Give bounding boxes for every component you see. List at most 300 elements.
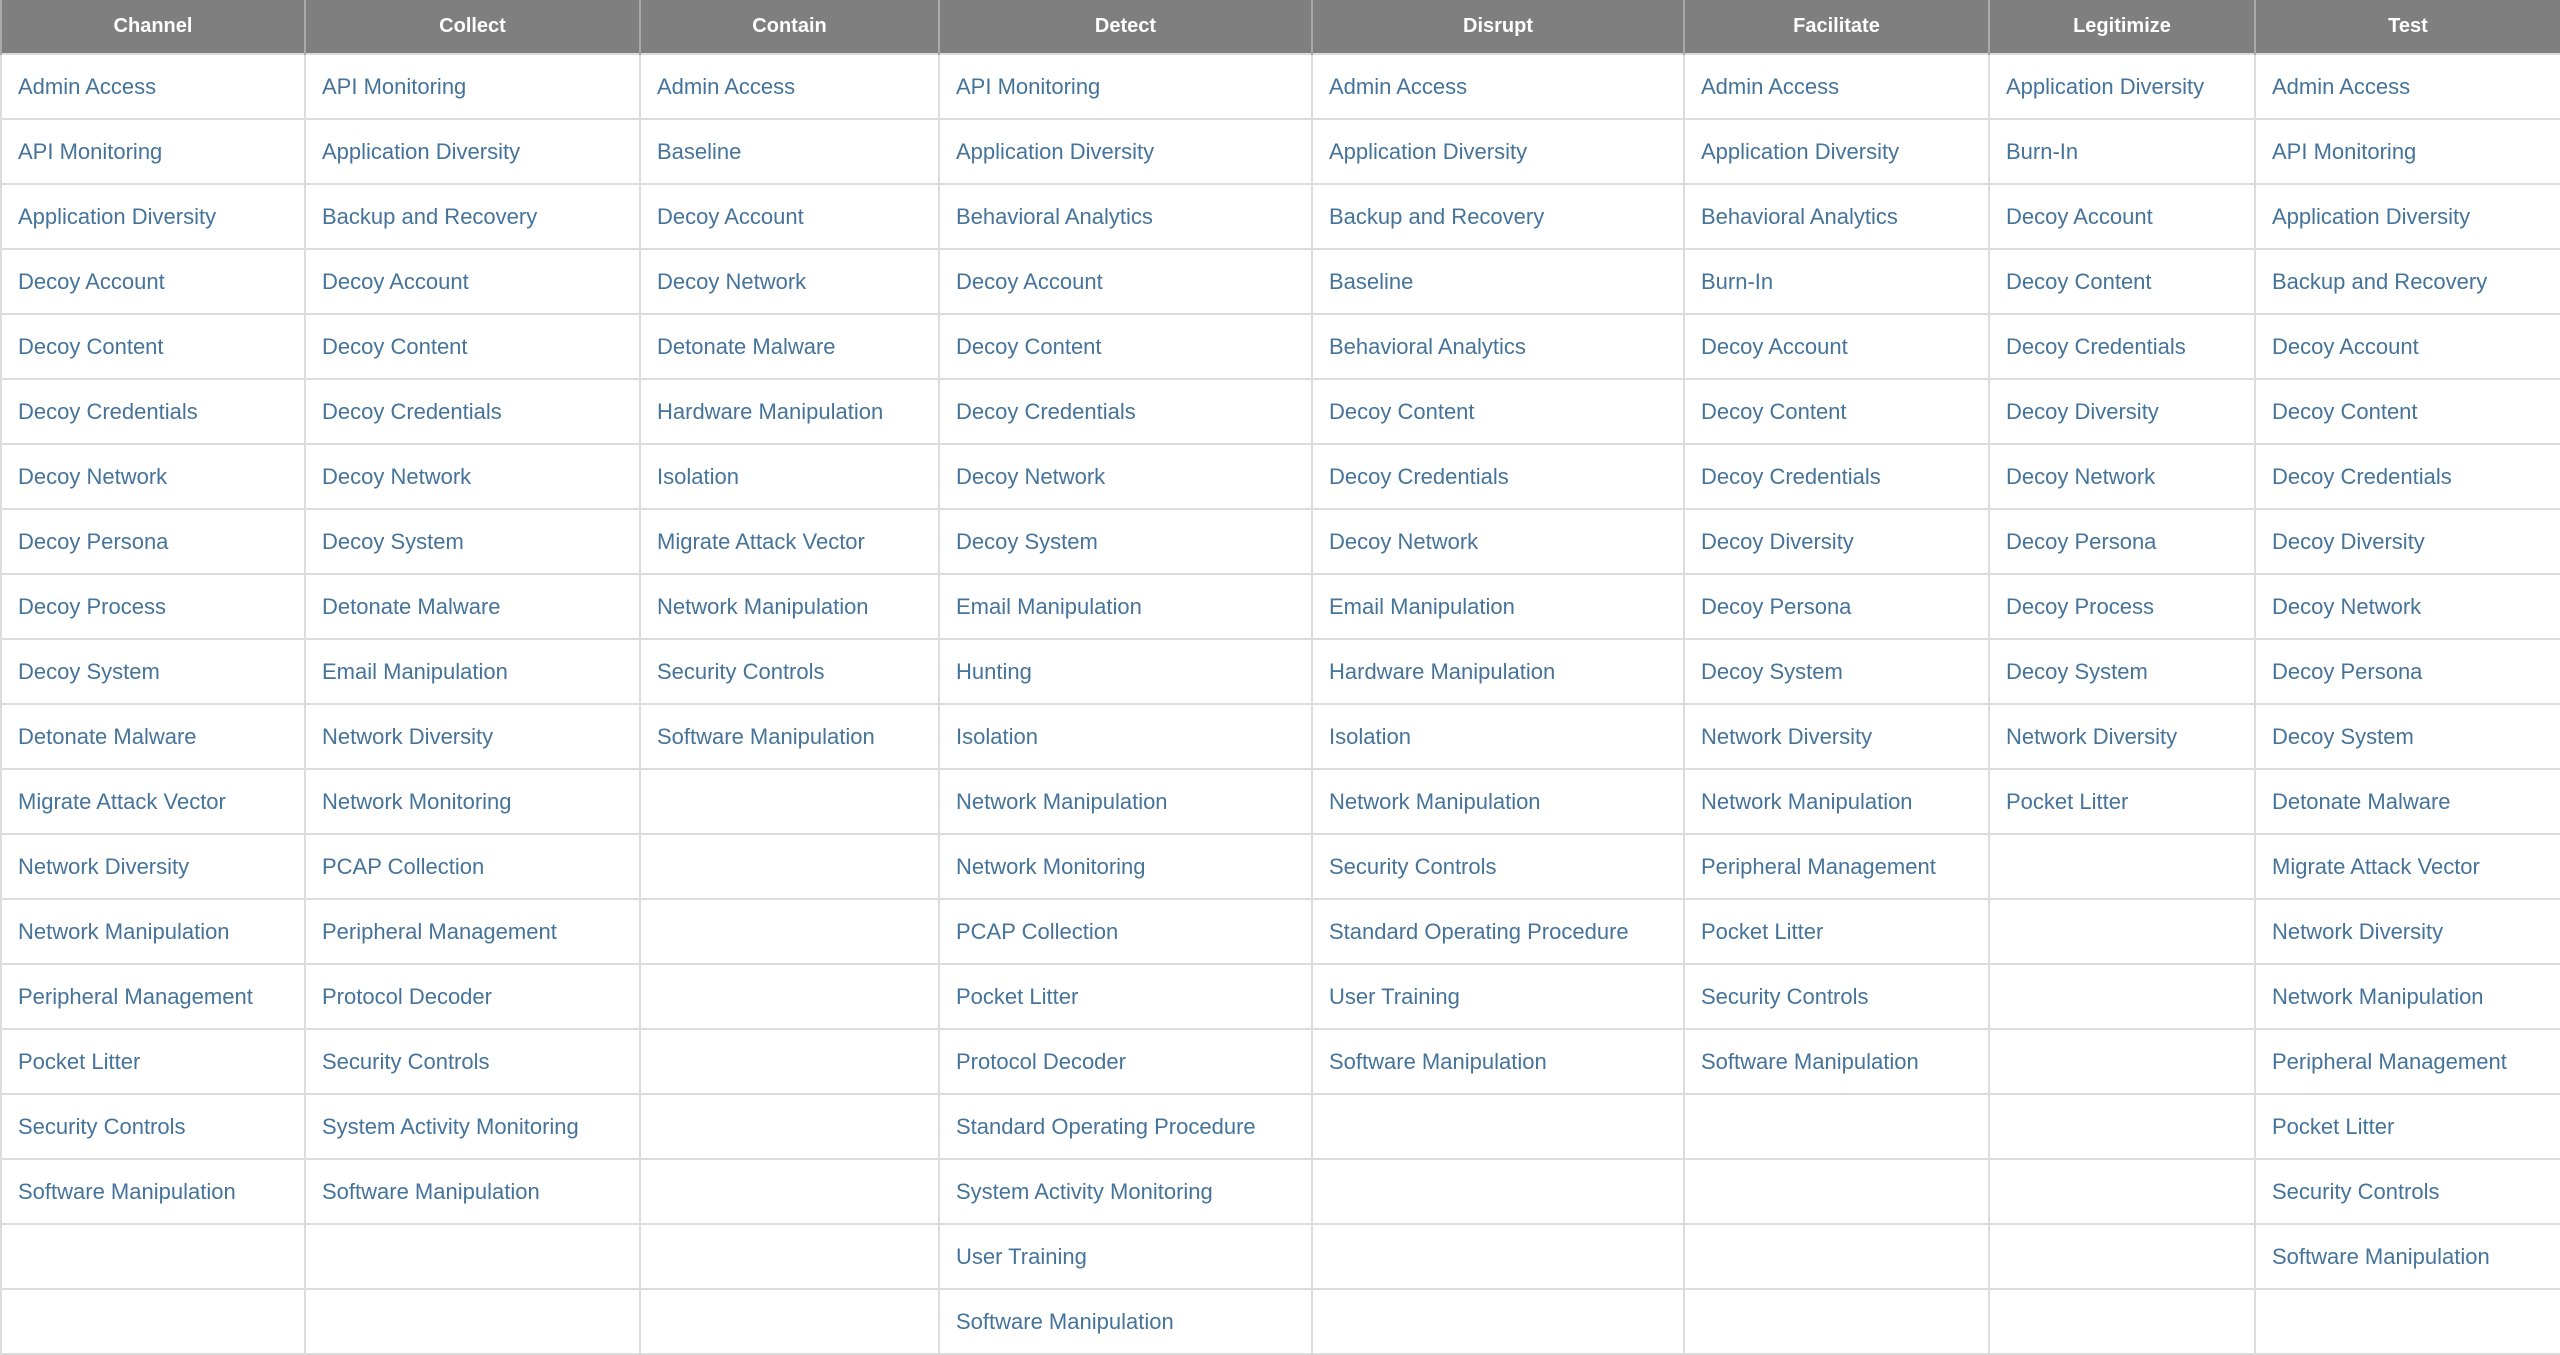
technique-link[interactable]: Decoy Network [2272, 593, 2422, 619]
matrix-cell-facilitate[interactable] [1684, 379, 1989, 444]
technique-link[interactable]: Decoy Credentials [1701, 463, 1881, 489]
table-row [1, 769, 2560, 834]
matrix-cell-facilitate[interactable] [1684, 834, 1989, 899]
technique-link[interactable]: Decoy Credentials [18, 398, 198, 424]
matrix-cell-detect[interactable] [939, 1159, 1312, 1224]
matrix-cell-channel[interactable] [1, 574, 305, 639]
table-row [1, 834, 2560, 899]
matrix-cell-detect[interactable] [939, 1289, 1312, 1354]
matrix-cell-facilitate[interactable] [1684, 639, 1989, 704]
technique-link[interactable]: Peripheral Management [322, 918, 557, 944]
technique-link[interactable]: Behavioral Analytics [1329, 333, 1526, 359]
technique-link[interactable]: Security Controls [18, 1113, 186, 1139]
technique-link[interactable]: Network Manipulation [2272, 983, 2484, 1009]
matrix-cell-contain[interactable] [640, 509, 939, 574]
empty-cell [1312, 1159, 1684, 1224]
matrix-cell-detect[interactable] [939, 444, 1312, 509]
matrix-cell-facilitate[interactable] [1684, 1029, 1989, 1094]
technique-link[interactable]: Decoy Process [2006, 593, 2154, 619]
matrix-cell-collect[interactable] [305, 314, 640, 379]
matrix-cell-detect[interactable] [939, 899, 1312, 964]
matrix-cell-collect[interactable] [305, 379, 640, 444]
matrix-cell-legitimize[interactable] [1989, 314, 2255, 379]
technique-link[interactable]: Decoy Diversity [1701, 528, 1854, 554]
technique-link[interactable]: Software Manipulation [322, 1178, 540, 1204]
matrix-cell-test[interactable] [2255, 834, 2560, 899]
matrix-cell-disrupt[interactable] [1312, 509, 1684, 574]
technique-link[interactable]: Software Manipulation [18, 1178, 236, 1204]
empty-cell [1989, 1094, 2255, 1159]
matrix-cell-channel[interactable] [1, 834, 305, 899]
technique-link[interactable]: Protocol Decoder [322, 983, 492, 1009]
matrix-cell-detect[interactable] [939, 509, 1312, 574]
table-row [1, 1289, 2560, 1354]
technique-link[interactable]: Admin Access [18, 73, 157, 99]
matrix-cell-disrupt[interactable] [1312, 834, 1684, 899]
technique-link[interactable]: Network Monitoring [322, 788, 512, 814]
technique-link[interactable]: Application Diversity [2006, 73, 2205, 99]
empty-cell [640, 769, 939, 834]
technique-link[interactable]: Software Manipulation [2272, 1243, 2490, 1269]
matrix-cell-contain[interactable] [640, 444, 939, 509]
technique-link[interactable]: Backup and Recovery [322, 203, 538, 229]
technique-link[interactable]: User Training [956, 1243, 1087, 1269]
matrix-cell-legitimize[interactable] [1989, 704, 2255, 769]
matrix-cell-collect[interactable] [305, 509, 640, 574]
table-row [1, 1224, 2560, 1289]
matrix-cell-collect[interactable] [305, 184, 640, 249]
matrix-cell-channel[interactable] [1, 704, 305, 769]
technique-link[interactable]: Application Diversity [956, 138, 1155, 164]
matrix-cell-collect[interactable] [305, 119, 640, 184]
technique-link[interactable]: Network Diversity [1701, 723, 1873, 749]
technique-link[interactable]: Decoy Content [1701, 398, 1847, 424]
technique-link[interactable]: Decoy System [956, 528, 1098, 554]
matrix-cell-test[interactable] [2255, 249, 2560, 314]
technique-link[interactable]: Peripheral Management [18, 983, 253, 1009]
technique-link[interactable]: Decoy Network [322, 463, 472, 489]
technique-link[interactable]: Security Controls [322, 1048, 490, 1074]
technique-link[interactable]: Email Manipulation [956, 593, 1142, 619]
technique-link[interactable]: Standard Operating Procedure [1329, 918, 1629, 944]
empty-cell [1684, 1094, 1989, 1159]
technique-link[interactable]: Application Diversity [2272, 203, 2471, 229]
header-row [1, 0, 2560, 54]
matrix-cell-disrupt[interactable] [1312, 769, 1684, 834]
technique-link[interactable]: Security Controls [657, 658, 825, 684]
matrix-cell-detect[interactable] [939, 184, 1312, 249]
matrix-cell-channel[interactable] [1, 314, 305, 379]
matrix-cell-channel[interactable] [1, 769, 305, 834]
matrix-cell-collect[interactable] [305, 964, 640, 1029]
technique-link[interactable]: Decoy System [18, 658, 160, 684]
matrix-cell-collect[interactable] [305, 639, 640, 704]
empty-cell [1, 1289, 305, 1354]
technique-link[interactable]: Software Manipulation [956, 1308, 1174, 1334]
technique-link[interactable]: Standard Operating Procedure [956, 1113, 1256, 1139]
matrix-cell-collect[interactable] [305, 54, 640, 119]
technique-link[interactable]: Hunting [956, 658, 1032, 684]
matrix-cell-collect[interactable] [305, 249, 640, 314]
matrix-cell-collect[interactable] [305, 1159, 640, 1224]
matrix-cell-facilitate[interactable] [1684, 509, 1989, 574]
table-row [1, 899, 2560, 964]
matrix-cell-test[interactable] [2255, 769, 2560, 834]
matrix-cell-legitimize[interactable] [1989, 379, 2255, 444]
matrix-cell-legitimize[interactable] [1989, 639, 2255, 704]
matrix-cell-channel[interactable] [1, 639, 305, 704]
technique-link[interactable]: Network Monitoring [956, 853, 1146, 879]
matrix-cell-test[interactable] [2255, 184, 2560, 249]
technique-link[interactable]: Decoy Persona [2006, 528, 2157, 554]
table-row [1, 314, 2560, 379]
matrix-cell-channel[interactable] [1, 964, 305, 1029]
matrix-cell-facilitate[interactable] [1684, 184, 1989, 249]
matrix-cell-disrupt[interactable] [1312, 1029, 1684, 1094]
matrix-cell-collect[interactable] [305, 1094, 640, 1159]
matrix-cell-test[interactable] [2255, 509, 2560, 574]
column-header-channel: Channel [1, 0, 305, 54]
technique-link[interactable]: Detonate Malware [2272, 788, 2451, 814]
technique-link[interactable]: Email Manipulation [322, 658, 508, 684]
matrix-cell-disrupt[interactable] [1312, 964, 1684, 1029]
technique-link[interactable]: Security Controls [1701, 983, 1869, 1009]
empty-cell [1989, 899, 2255, 964]
matrix-cell-legitimize[interactable] [1989, 574, 2255, 639]
matrix-cell-detect[interactable] [939, 379, 1312, 444]
matrix-cell-facilitate[interactable] [1684, 249, 1989, 314]
table-row [1, 54, 2560, 119]
matrix-cell-detect[interactable] [939, 964, 1312, 1029]
table-row [1, 1159, 2560, 1224]
matrix-cell-detect[interactable] [939, 639, 1312, 704]
empty-cell [640, 964, 939, 1029]
matrix-cell-collect[interactable] [305, 899, 640, 964]
technique-link[interactable]: PCAP Collection [322, 853, 485, 879]
technique-link[interactable]: Pocket Litter [2272, 1113, 2395, 1139]
matrix-cell-disrupt[interactable] [1312, 639, 1684, 704]
matrix-cell-channel[interactable] [1, 54, 305, 119]
technique-link[interactable]: Security Controls [1329, 853, 1497, 879]
technique-link[interactable]: Pocket Litter [2006, 788, 2129, 814]
matrix-cell-legitimize[interactable] [1989, 54, 2255, 119]
matrix-cell-facilitate[interactable] [1684, 54, 1989, 119]
technique-link[interactable]: API Monitoring [322, 73, 467, 99]
technique-link[interactable]: PCAP Collection [956, 918, 1119, 944]
matrix-cell-collect[interactable] [305, 834, 640, 899]
matrix-cell-test[interactable] [2255, 119, 2560, 184]
matrix-cell-detect[interactable] [939, 54, 1312, 119]
empty-cell [640, 1159, 939, 1224]
matrix-cell-channel[interactable] [1, 444, 305, 509]
matrix-cell-collect[interactable] [305, 444, 640, 509]
matrix-cell-test[interactable] [2255, 314, 2560, 379]
matrix-cell-disrupt[interactable] [1312, 314, 1684, 379]
matrix-cell-legitimize[interactable] [1989, 509, 2255, 574]
technique-link[interactable]: Detonate Malware [657, 333, 836, 359]
technique-link[interactable]: Decoy Content [2272, 398, 2418, 424]
technique-link[interactable]: Decoy Persona [1701, 593, 1852, 619]
technique-link[interactable]: Admin Access [657, 73, 796, 99]
matrix-cell-channel[interactable] [1, 899, 305, 964]
matrix-cell-channel[interactable] [1, 379, 305, 444]
matrix-cell-contain[interactable] [640, 249, 939, 314]
matrix-cell-detect[interactable] [939, 769, 1312, 834]
technique-link[interactable]: Decoy Account [18, 268, 165, 294]
matrix-cell-contain[interactable] [640, 704, 939, 769]
matrix-cell-test[interactable] [2255, 1224, 2560, 1289]
technique-link[interactable]: Detonate Malware [322, 593, 501, 619]
matrix-cell-channel[interactable] [1, 249, 305, 314]
technique-link[interactable]: Decoy Account [2272, 333, 2419, 359]
technique-link[interactable]: Burn-In [1701, 268, 1774, 294]
matrix-cell-collect[interactable] [305, 1029, 640, 1094]
matrix-cell-legitimize[interactable] [1989, 184, 2255, 249]
technique-link[interactable]: Migrate Attack Vector [18, 788, 226, 814]
matrix-cell-test[interactable] [2255, 1159, 2560, 1224]
technique-link[interactable]: Decoy Persona [2272, 658, 2423, 684]
technique-link[interactable]: Decoy Credentials [956, 398, 1136, 424]
technique-link[interactable]: Application Diversity [1329, 138, 1528, 164]
matrix-cell-test[interactable] [2255, 379, 2560, 444]
technique-link[interactable]: Decoy System [1701, 658, 1843, 684]
table-row [1, 249, 2560, 314]
technique-link[interactable]: Behavioral Analytics [1701, 203, 1898, 229]
matrix-cell-detect[interactable] [939, 1029, 1312, 1094]
technique-link[interactable]: Software Manipulation [657, 723, 875, 749]
technique-link[interactable]: Hardware Manipulation [1329, 658, 1556, 684]
matrix-cell-test[interactable] [2255, 574, 2560, 639]
technique-link[interactable]: Hardware Manipulation [657, 398, 884, 424]
technique-link[interactable]: Decoy System [2272, 723, 2414, 749]
matrix-cell-detect[interactable] [939, 574, 1312, 639]
column-header-detect: Detect [939, 0, 1312, 54]
technique-link[interactable]: Software Manipulation [1701, 1048, 1919, 1074]
matrix-cell-test[interactable] [2255, 899, 2560, 964]
technique-link[interactable]: API Monitoring [956, 73, 1101, 99]
technique-link[interactable]: Network Manipulation [1329, 788, 1541, 814]
technique-link[interactable]: Decoy System [2006, 658, 2148, 684]
technique-link[interactable]: Network Manipulation [657, 593, 869, 619]
technique-link[interactable]: Decoy Network [1329, 528, 1479, 554]
technique-link[interactable]: API Monitoring [18, 138, 163, 164]
matrix-cell-detect[interactable] [939, 834, 1312, 899]
technique-link[interactable]: Decoy Network [657, 268, 807, 294]
matrix-cell-channel[interactable] [1, 1029, 305, 1094]
matrix-cell-contain[interactable] [640, 184, 939, 249]
empty-cell [1989, 1159, 2255, 1224]
empty-cell [1684, 1159, 1989, 1224]
matrix-cell-legitimize[interactable] [1989, 444, 2255, 509]
matrix-cell-detect[interactable] [939, 1224, 1312, 1289]
technique-link[interactable]: Behavioral Analytics [956, 203, 1153, 229]
matrix-cell-detect[interactable] [939, 119, 1312, 184]
technique-link[interactable]: Decoy Network [2006, 463, 2156, 489]
matrix-cell-disrupt[interactable] [1312, 574, 1684, 639]
matrix-cell-facilitate[interactable] [1684, 769, 1989, 834]
technique-link[interactable]: Decoy Account [956, 268, 1103, 294]
empty-cell [1312, 1224, 1684, 1289]
matrix-cell-facilitate[interactable] [1684, 704, 1989, 769]
matrix-cell-contain[interactable] [640, 54, 939, 119]
matrix-cell-detect[interactable] [939, 704, 1312, 769]
technique-link[interactable]: Decoy Network [18, 463, 168, 489]
technique-link[interactable]: Application Diversity [18, 203, 217, 229]
matrix-cell-disrupt[interactable] [1312, 184, 1684, 249]
technique-link[interactable]: Network Manipulation [956, 788, 1168, 814]
matrix-cell-test[interactable] [2255, 444, 2560, 509]
technique-link[interactable]: Decoy Diversity [2272, 528, 2425, 554]
matrix-cell-channel[interactable] [1, 184, 305, 249]
matrix-cell-disrupt[interactable] [1312, 119, 1684, 184]
technique-link[interactable]: Isolation [1329, 723, 1411, 749]
technique-link[interactable]: Pocket Litter [956, 983, 1079, 1009]
matrix-cell-disrupt[interactable] [1312, 54, 1684, 119]
technique-link[interactable]: User Training [1329, 983, 1460, 1009]
technique-link[interactable]: Network Diversity [322, 723, 494, 749]
matrix-cell-collect[interactable] [305, 574, 640, 639]
technique-link[interactable]: Migrate Attack Vector [2272, 853, 2480, 879]
technique-link[interactable]: Application Diversity [322, 138, 521, 164]
empty-cell [1989, 834, 2255, 899]
technique-link[interactable]: Detonate Malware [18, 723, 197, 749]
technique-link[interactable]: Decoy Account [322, 268, 469, 294]
matrix-cell-facilitate[interactable] [1684, 119, 1989, 184]
matrix-cell-detect[interactable] [939, 314, 1312, 379]
matrix-cell-test[interactable] [2255, 964, 2560, 1029]
technique-link[interactable]: Network Diversity [2272, 918, 2444, 944]
technique-link[interactable]: Decoy Account [657, 203, 804, 229]
table-row [1, 509, 2560, 574]
technique-link[interactable]: Protocol Decoder [956, 1048, 1126, 1074]
matrix-cell-facilitate[interactable] [1684, 964, 1989, 1029]
empty-cell [1989, 1224, 2255, 1289]
technique-link[interactable]: API Monitoring [2272, 138, 2417, 164]
technique-link[interactable]: Admin Access [1701, 73, 1840, 99]
matrix-cell-legitimize[interactable] [1989, 249, 2255, 314]
matrix-cell-disrupt[interactable] [1312, 704, 1684, 769]
matrix-cell-contain[interactable] [640, 314, 939, 379]
empty-cell [1684, 1289, 1989, 1354]
matrix-cell-channel[interactable] [1, 509, 305, 574]
matrix-cell-facilitate[interactable] [1684, 574, 1989, 639]
technique-link[interactable]: Isolation [657, 463, 739, 489]
technique-link[interactable]: Network Diversity [2006, 723, 2178, 749]
technique-link[interactable]: Decoy Content [956, 333, 1102, 359]
matrix-cell-collect[interactable] [305, 704, 640, 769]
empty-cell [1, 1224, 305, 1289]
technique-link[interactable]: Decoy System [322, 528, 464, 554]
technique-link[interactable]: Decoy Account [1701, 333, 1848, 359]
matrix-cell-test[interactable] [2255, 639, 2560, 704]
technique-link[interactable]: Decoy Account [2006, 203, 2153, 229]
technique-link[interactable]: Application Diversity [1701, 138, 1900, 164]
technique-link[interactable]: Decoy Content [18, 333, 164, 359]
technique-link[interactable]: Security Controls [2272, 1178, 2440, 1204]
technique-link[interactable]: Isolation [956, 723, 1038, 749]
empty-cell [1312, 1094, 1684, 1159]
table-row [1, 119, 2560, 184]
matrix-cell-channel[interactable] [1, 1159, 305, 1224]
matrix-cell-test[interactable] [2255, 54, 2560, 119]
matrix-cell-detect[interactable] [939, 249, 1312, 314]
technique-link[interactable]: Peripheral Management [2272, 1048, 2507, 1074]
matrix-cell-channel[interactable] [1, 119, 305, 184]
technique-link[interactable]: Decoy Content [2006, 268, 2152, 294]
matrix-cell-facilitate[interactable] [1684, 314, 1989, 379]
table-row [1, 1029, 2560, 1094]
matrix-cell-contain[interactable] [640, 639, 939, 704]
matrix-cell-channel[interactable] [1, 1094, 305, 1159]
technique-link[interactable]: Baseline [657, 138, 742, 164]
technique-link[interactable]: Backup and Recovery [1329, 203, 1545, 229]
technique-link[interactable]: Software Manipulation [1329, 1048, 1547, 1074]
empty-cell [1989, 964, 2255, 1029]
table-row [1, 704, 2560, 769]
technique-link[interactable]: Decoy Persona [18, 528, 169, 554]
technique-link[interactable]: Baseline [1329, 268, 1414, 294]
empty-cell [640, 834, 939, 899]
technique-link[interactable]: Decoy Credentials [2006, 333, 2186, 359]
matrix-cell-disrupt[interactable] [1312, 249, 1684, 314]
technique-link[interactable]: Decoy Credentials [1329, 463, 1509, 489]
matrix-cell-contain[interactable] [640, 574, 939, 639]
technique-link[interactable]: System Activity Monitoring [322, 1113, 579, 1139]
matrix-cell-test[interactable] [2255, 1029, 2560, 1094]
matrix-cell-contain[interactable] [640, 119, 939, 184]
table-row [1, 1094, 2560, 1159]
technique-link[interactable]: Admin Access [2272, 73, 2411, 99]
matrix-cell-disrupt[interactable] [1312, 379, 1684, 444]
technique-link[interactable]: Peripheral Management [1701, 853, 1936, 879]
technique-link[interactable]: Backup and Recovery [2272, 268, 2488, 294]
table-row [1, 379, 2560, 444]
technique-link[interactable]: Network Manipulation [18, 918, 230, 944]
technique-link[interactable]: Network Diversity [18, 853, 190, 879]
technique-link[interactable]: Decoy Network [956, 463, 1106, 489]
matrix-cell-collect[interactable] [305, 769, 640, 834]
technique-link[interactable]: Migrate Attack Vector [657, 528, 865, 554]
technique-link[interactable]: Decoy Credentials [2272, 463, 2452, 489]
matrix-cell-facilitate[interactable] [1684, 444, 1989, 509]
matrix-cell-legitimize[interactable] [1989, 769, 2255, 834]
matrix-cell-legitimize[interactable] [1989, 119, 2255, 184]
technique-link[interactable]: Network Manipulation [1701, 788, 1913, 814]
table-row [1, 444, 2560, 509]
matrix-cell-test[interactable] [2255, 704, 2560, 769]
technique-link[interactable]: Decoy Process [18, 593, 166, 619]
matrix-cell-detect[interactable] [939, 1094, 1312, 1159]
matrix-cell-test[interactable] [2255, 1094, 2560, 1159]
matrix-cell-disrupt[interactable] [1312, 444, 1684, 509]
technique-link[interactable]: Email Manipulation [1329, 593, 1515, 619]
technique-link[interactable]: Burn-In [2006, 138, 2079, 164]
technique-link[interactable]: System Activity Monitoring [956, 1178, 1213, 1204]
matrix-cell-facilitate[interactable] [1684, 899, 1989, 964]
technique-link[interactable]: Decoy Content [322, 333, 468, 359]
technique-link[interactable]: Admin Access [1329, 73, 1468, 99]
technique-link[interactable]: Decoy Content [1329, 398, 1475, 424]
technique-link[interactable]: Decoy Diversity [2006, 398, 2159, 424]
empty-cell [2255, 1289, 2560, 1354]
technique-link[interactable]: Pocket Litter [1701, 918, 1824, 944]
technique-link[interactable]: Decoy Credentials [322, 398, 502, 424]
matrix-body [1, 54, 2560, 1354]
matrix-cell-contain[interactable] [640, 379, 939, 444]
technique-link[interactable]: Pocket Litter [18, 1048, 141, 1074]
matrix-cell-disrupt[interactable] [1312, 899, 1684, 964]
column-header-disrupt: Disrupt [1312, 0, 1684, 54]
